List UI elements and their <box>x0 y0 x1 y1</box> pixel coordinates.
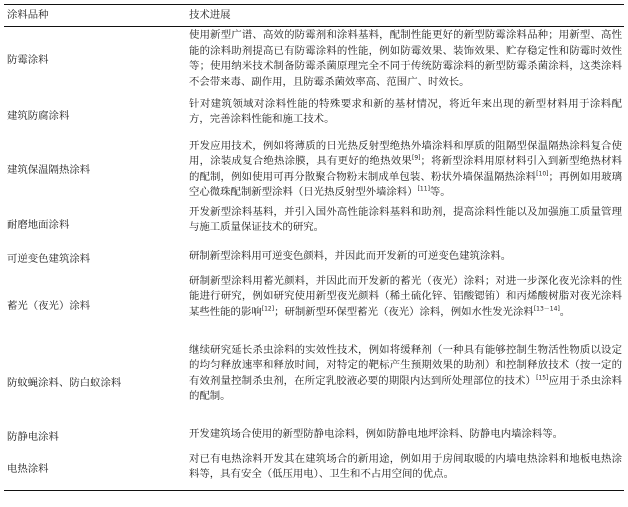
coating-type-cell: 防静电涂料 <box>7 431 59 444</box>
progress-text: 研制新型涂料用蓄光颜料，并因此而开发新的蓄光（夜光）涂料；对进一步深化夜光涂料的性能进行研究，例如研究使用新型夜光颜料（稀土硫化锌、铝酸锶铕）和丙烯酸树脂对夜光涂料某些性能的影响 <box>189 274 622 318</box>
technical-progress-cell <box>187 248 624 273</box>
table-row <box>4 273 624 342</box>
progress-text: 。 <box>559 305 571 318</box>
coating-type-cell: 防霉涂料 <box>7 54 49 67</box>
table-row <box>4 27 624 96</box>
citation-ref: [12] <box>261 305 275 313</box>
coating-type-cell: 电热涂料 <box>4 451 187 491</box>
progress-text: ；再例如用玻璃空心微珠配制新型涂料（日光热反射型外墙涂料） <box>189 170 623 199</box>
citation-ref: [13－14] <box>533 305 560 313</box>
technical-progress-cell <box>187 426 624 451</box>
progress-text: 应用于杀虫涂料的配制。 <box>189 374 623 403</box>
technical-progress-cell <box>187 273 624 342</box>
progress-text: 开发应用技术，例如将薄质的日光热反射型绝热外墙涂料和厚质的阻隔型保温隔热涂料复合使用，涂装成复合绝热涂膜，具有更好的绝热效果 <box>189 139 622 168</box>
header-coating-type: 涂料品种 <box>4 5 187 27</box>
coating-type-cell: 防蚊蝇涂料、防白蚁涂料 <box>7 376 122 389</box>
progress-text: ；将新型涂料用原材料引入到新型绝热材料的配制，例如使用可再分散聚合物粉末制成单包装、粉状外墙保温隔热涂料 <box>189 155 623 183</box>
technical-progress-cell <box>187 138 624 204</box>
progress-text: 继续研究延长杀虫涂料的实效性技术，例如将缓释剂（一种具有能够控制生物活性物质以设定的均匀释放速率和释放时间，对特定的靶标产生预期效果的助剂）和控制释放技术（按一定的有效剂量控制杀虫剂，在所定乳胶液必要的期限内达到所处理部位的技术） <box>189 343 622 387</box>
table-row <box>4 342 624 426</box>
progress-text: 开发建筑场合使用的新型防静电涂料，例如防静电地坪涂料、防静电内墙涂料等。 <box>189 427 564 440</box>
progress-text: 等。 <box>429 186 451 199</box>
technical-progress-cell <box>187 451 624 491</box>
coating-type-cell: 建筑保温隔热涂料 <box>7 163 91 176</box>
progress-text: 针对建筑领域对涂料性能的特殊要求和新的基材情况，将近年来出现的新型材料用于涂料配方，完善涂料性能和施工技术。 <box>189 97 622 126</box>
technical-progress-cell <box>187 342 624 426</box>
table-row <box>4 248 624 273</box>
coating-type-cell: 蓄光（夜光）涂料 <box>7 300 91 313</box>
citation-ref: [15] <box>536 374 549 382</box>
citation-ref: [11] <box>417 185 430 193</box>
table-body <box>4 27 624 491</box>
table-row <box>4 451 624 491</box>
progress-text: 使用新型广谱、高效的防霉剂和涂料基料，配制性能更好的新型防霉涂料品种；用新型、高性能的涂料助剂提高已有防霉涂料的性能，例如防霉效果、装饰效果、贮存稳定性和防霉时效性等；使用纳米技术制备防霉杀菌原理完全不同于传统防霉涂料的新型防霉杀菌涂料，这类涂料不会带来毒、副作用，且防霉杀菌效率高、范围广、时效长。 <box>189 29 622 88</box>
coating-type-cell: 耐磨地面涂料 <box>7 218 70 231</box>
citation-ref: [10] <box>536 170 549 178</box>
progress-text: 开发新型涂料基料，并引入国外高性能涂料基料和助剂，提高涂料性能以及加强施工质量管理与施工质量保证技术的研究。 <box>189 205 622 234</box>
technical-progress-cell <box>187 27 624 96</box>
coatings-table <box>4 4 624 491</box>
table-row <box>4 204 624 248</box>
progress-text: 对已有电热涂料开发其在建筑场合的新用途，例如用于房间取暖的内墙电热涂料和地板电热涂料等，具有安全（低压用电）、卫生和不占用空间的优点。 <box>189 452 622 481</box>
table-header-row <box>4 5 624 27</box>
progress-text: ；研制新型环保型蓄光（夜光）涂料，例如水性发光涂料 <box>274 305 534 318</box>
technical-progress-cell <box>187 204 624 248</box>
technical-progress-cell <box>187 96 624 138</box>
table-row <box>4 138 624 204</box>
citation-ref: [9] <box>411 154 421 162</box>
table-row <box>4 96 624 138</box>
header-technical-progress: 技术进展 <box>187 5 624 27</box>
coating-type-cell: 可逆变色建筑涂料 <box>7 253 91 266</box>
progress-text: 研制新型涂料用可逆变色颜料，并因此而开发新的可逆变色建筑涂料。 <box>189 249 512 262</box>
table-row <box>4 426 624 451</box>
coating-type-cell: 建筑防腐涂料 <box>7 109 70 122</box>
